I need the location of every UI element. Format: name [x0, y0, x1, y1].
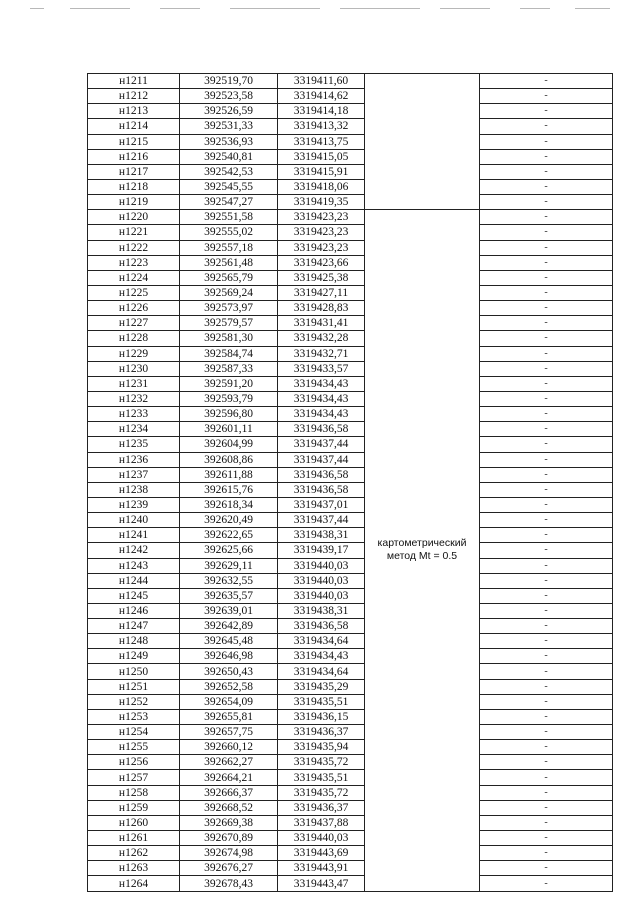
y-coordinate-cell: 3319440,03	[278, 558, 365, 573]
table-row	[88, 694, 613, 709]
dash-cell: -	[480, 785, 613, 800]
table-row	[88, 210, 613, 225]
table-row	[88, 725, 613, 740]
point-id-cell: н1263	[88, 861, 180, 876]
y-coordinate-cell: 3319434,64	[278, 664, 365, 679]
point-id-cell: н1236	[88, 452, 180, 467]
table-row	[88, 452, 613, 467]
x-coordinate-cell: 392642,89	[180, 619, 278, 634]
table-row	[88, 543, 613, 558]
table-row	[88, 361, 613, 376]
x-coordinate-cell: 392655,81	[180, 709, 278, 724]
point-id-cell: н1216	[88, 149, 180, 164]
x-coordinate-cell: 392639,01	[180, 603, 278, 618]
dash-cell: -	[480, 679, 613, 694]
scan-header-artifact	[30, 8, 610, 14]
point-id-cell: н1214	[88, 119, 180, 134]
y-coordinate-cell: 3319434,43	[278, 376, 365, 391]
point-id-cell: н1244	[88, 573, 180, 588]
y-coordinate-cell: 3319437,88	[278, 815, 365, 830]
table-row	[88, 437, 613, 452]
table-row	[88, 89, 613, 104]
x-coordinate-cell: 392657,75	[180, 725, 278, 740]
y-coordinate-cell: 3319440,03	[278, 573, 365, 588]
x-coordinate-cell: 392664,21	[180, 770, 278, 785]
x-coordinate-cell: 392593,79	[180, 391, 278, 406]
y-coordinate-cell: 3319436,15	[278, 709, 365, 724]
y-coordinate-cell: 3319414,18	[278, 104, 365, 119]
dash-cell: -	[480, 573, 613, 588]
point-id-cell: н1252	[88, 694, 180, 709]
table-row	[88, 195, 613, 210]
point-id-cell: н1253	[88, 709, 180, 724]
y-coordinate-cell: 3319443,47	[278, 876, 365, 891]
x-coordinate-cell: 392604,99	[180, 437, 278, 452]
table-row	[88, 467, 613, 482]
table-row	[88, 119, 613, 134]
point-id-cell: н1255	[88, 740, 180, 755]
y-coordinate-cell: 3319437,44	[278, 437, 365, 452]
x-coordinate-cell: 392531,33	[180, 119, 278, 134]
y-coordinate-cell: 3319436,58	[278, 619, 365, 634]
table-row	[88, 482, 613, 497]
x-coordinate-cell: 392678,43	[180, 876, 278, 891]
dash-cell: -	[480, 846, 613, 861]
dash-cell: -	[480, 89, 613, 104]
dash-cell: -	[480, 225, 613, 240]
dash-cell: -	[480, 513, 613, 528]
y-coordinate-cell: 3319423,23	[278, 225, 365, 240]
point-id-cell: н1246	[88, 603, 180, 618]
table-row	[88, 164, 613, 179]
dash-cell: -	[480, 528, 613, 543]
point-id-cell: н1230	[88, 361, 180, 376]
method-cell-empty	[365, 74, 480, 210]
x-coordinate-cell: 392579,57	[180, 316, 278, 331]
y-coordinate-cell: 3319431,41	[278, 316, 365, 331]
x-coordinate-cell: 392601,11	[180, 422, 278, 437]
point-id-cell: н1248	[88, 634, 180, 649]
table-row	[88, 800, 613, 815]
table-row	[88, 134, 613, 149]
table-row	[88, 831, 613, 846]
point-id-cell: н1217	[88, 164, 180, 179]
point-id-cell: н1231	[88, 376, 180, 391]
coordinates-table	[87, 73, 613, 892]
table-row	[88, 240, 613, 255]
y-coordinate-cell: 3319423,66	[278, 255, 365, 270]
x-coordinate-cell: 392615,76	[180, 482, 278, 497]
point-id-cell: н1229	[88, 346, 180, 361]
x-coordinate-cell: 392611,88	[180, 467, 278, 482]
x-coordinate-cell: 392536,93	[180, 134, 278, 149]
y-coordinate-cell: 3319434,64	[278, 634, 365, 649]
y-coordinate-cell: 3319419,35	[278, 195, 365, 210]
x-coordinate-cell: 392668,52	[180, 800, 278, 815]
x-coordinate-cell: 392676,27	[180, 861, 278, 876]
table-row	[88, 603, 613, 618]
y-coordinate-cell: 3319438,31	[278, 603, 365, 618]
x-coordinate-cell: 392654,09	[180, 694, 278, 709]
table-row	[88, 664, 613, 679]
x-coordinate-cell: 392523,58	[180, 89, 278, 104]
x-coordinate-cell: 392587,33	[180, 361, 278, 376]
point-id-cell: н1233	[88, 407, 180, 422]
dash-cell: -	[480, 316, 613, 331]
y-coordinate-cell: 3319432,71	[278, 346, 365, 361]
y-coordinate-cell: 3319427,11	[278, 285, 365, 300]
table-row	[88, 815, 613, 830]
y-coordinate-cell: 3319438,31	[278, 528, 365, 543]
point-id-cell: н1235	[88, 437, 180, 452]
y-coordinate-cell: 3319423,23	[278, 240, 365, 255]
x-coordinate-cell: 392540,81	[180, 149, 278, 164]
y-coordinate-cell: 3319415,91	[278, 164, 365, 179]
dash-cell: -	[480, 437, 613, 452]
dash-cell: -	[480, 331, 613, 346]
table-row	[88, 785, 613, 800]
dash-cell: -	[480, 558, 613, 573]
dash-cell: -	[480, 179, 613, 194]
dash-cell: -	[480, 104, 613, 119]
dash-cell: -	[480, 482, 613, 497]
dash-cell: -	[480, 740, 613, 755]
point-id-cell: н1219	[88, 195, 180, 210]
table-row	[88, 634, 613, 649]
x-coordinate-cell: 392581,30	[180, 331, 278, 346]
x-coordinate-cell: 392635,57	[180, 588, 278, 603]
point-id-cell: н1225	[88, 285, 180, 300]
x-coordinate-cell: 392561,48	[180, 255, 278, 270]
dash-cell: -	[480, 346, 613, 361]
dash-cell: -	[480, 876, 613, 891]
point-id-cell: н1220	[88, 210, 180, 225]
y-coordinate-cell: 3319435,51	[278, 770, 365, 785]
table-row	[88, 558, 613, 573]
dash-cell: -	[480, 497, 613, 512]
point-id-cell: н1237	[88, 467, 180, 482]
dash-cell: -	[480, 588, 613, 603]
x-coordinate-cell: 392547,27	[180, 195, 278, 210]
dash-cell: -	[480, 649, 613, 664]
dash-cell: -	[480, 285, 613, 300]
dash-cell: -	[480, 270, 613, 285]
table-row	[88, 740, 613, 755]
point-id-cell: н1261	[88, 831, 180, 846]
dash-cell: -	[480, 634, 613, 649]
dash-cell: -	[480, 149, 613, 164]
x-coordinate-cell: 392660,12	[180, 740, 278, 755]
point-id-cell: н1254	[88, 725, 180, 740]
table-row	[88, 649, 613, 664]
x-coordinate-cell: 392569,24	[180, 285, 278, 300]
table-row	[88, 846, 613, 861]
table-row	[88, 679, 613, 694]
dash-cell: -	[480, 255, 613, 270]
dash-cell: -	[480, 861, 613, 876]
x-coordinate-cell: 392650,43	[180, 664, 278, 679]
x-coordinate-cell: 392596,80	[180, 407, 278, 422]
y-coordinate-cell: 3319436,37	[278, 725, 365, 740]
y-coordinate-cell: 3319437,44	[278, 452, 365, 467]
dash-cell: -	[480, 134, 613, 149]
y-coordinate-cell: 3319435,51	[278, 694, 365, 709]
point-id-cell: н1227	[88, 316, 180, 331]
x-coordinate-cell: 392591,20	[180, 376, 278, 391]
dash-cell: -	[480, 195, 613, 210]
x-coordinate-cell: 392622,65	[180, 528, 278, 543]
table-row	[88, 528, 613, 543]
x-coordinate-cell: 392542,53	[180, 164, 278, 179]
table-row	[88, 285, 613, 300]
point-id-cell: н1259	[88, 800, 180, 815]
table-row	[88, 74, 613, 89]
table-row	[88, 255, 613, 270]
point-id-cell: н1256	[88, 755, 180, 770]
x-coordinate-cell: 392565,79	[180, 270, 278, 285]
point-id-cell: н1224	[88, 270, 180, 285]
dash-cell: -	[480, 709, 613, 724]
y-coordinate-cell: 3319433,57	[278, 361, 365, 376]
dash-cell: -	[480, 452, 613, 467]
point-id-cell: н1264	[88, 876, 180, 891]
method-cell: картометрический метод Mt = 0.5	[365, 210, 480, 891]
dash-cell: -	[480, 664, 613, 679]
dash-cell: -	[480, 694, 613, 709]
y-coordinate-cell: 3319411,60	[278, 74, 365, 89]
table-row	[88, 316, 613, 331]
x-coordinate-cell: 392573,97	[180, 301, 278, 316]
point-id-cell: н1247	[88, 619, 180, 634]
point-id-cell: н1215	[88, 134, 180, 149]
x-coordinate-cell: 392625,66	[180, 543, 278, 558]
table-row	[88, 573, 613, 588]
point-id-cell: н1245	[88, 588, 180, 603]
dash-cell: -	[480, 164, 613, 179]
x-coordinate-cell: 392669,38	[180, 815, 278, 830]
x-coordinate-cell: 392670,89	[180, 831, 278, 846]
point-id-cell: н1249	[88, 649, 180, 664]
point-id-cell: н1260	[88, 815, 180, 830]
dash-cell: -	[480, 725, 613, 740]
point-id-cell: н1226	[88, 301, 180, 316]
y-coordinate-cell: 3319423,23	[278, 210, 365, 225]
y-coordinate-cell: 3319435,72	[278, 785, 365, 800]
dash-cell: -	[480, 391, 613, 406]
y-coordinate-cell: 3319428,83	[278, 301, 365, 316]
y-coordinate-cell: 3319413,75	[278, 134, 365, 149]
x-coordinate-cell: 392608,86	[180, 452, 278, 467]
y-coordinate-cell: 3319435,29	[278, 679, 365, 694]
table-row	[88, 497, 613, 512]
x-coordinate-cell: 392645,48	[180, 634, 278, 649]
point-id-cell: н1238	[88, 482, 180, 497]
y-coordinate-cell: 3319418,06	[278, 179, 365, 194]
dash-cell: -	[480, 407, 613, 422]
x-coordinate-cell: 392620,49	[180, 513, 278, 528]
point-id-cell: н1211	[88, 74, 180, 89]
point-id-cell: н1242	[88, 543, 180, 558]
dash-cell: -	[480, 467, 613, 482]
y-coordinate-cell: 3319436,37	[278, 800, 365, 815]
dash-cell: -	[480, 831, 613, 846]
y-coordinate-cell: 3319435,72	[278, 755, 365, 770]
x-coordinate-cell: 392662,27	[180, 755, 278, 770]
y-coordinate-cell: 3319436,58	[278, 467, 365, 482]
table-row	[88, 861, 613, 876]
x-coordinate-cell: 392555,02	[180, 225, 278, 240]
y-coordinate-cell: 3319432,28	[278, 331, 365, 346]
table-row	[88, 225, 613, 240]
table-row	[88, 301, 613, 316]
point-id-cell: н1251	[88, 679, 180, 694]
dash-cell: -	[480, 119, 613, 134]
dash-cell: -	[480, 301, 613, 316]
y-coordinate-cell: 3319437,44	[278, 513, 365, 528]
table-row	[88, 270, 613, 285]
y-coordinate-cell: 3319414,62	[278, 89, 365, 104]
x-coordinate-cell: 392584,74	[180, 346, 278, 361]
dash-cell: -	[480, 770, 613, 785]
table-row	[88, 331, 613, 346]
x-coordinate-cell: 392618,34	[180, 497, 278, 512]
dash-cell: -	[480, 210, 613, 225]
table-row	[88, 619, 613, 634]
table-row	[88, 391, 613, 406]
y-coordinate-cell: 3319434,43	[278, 391, 365, 406]
dash-cell: -	[480, 800, 613, 815]
y-coordinate-cell: 3319436,58	[278, 482, 365, 497]
table-row	[88, 149, 613, 164]
table-row	[88, 104, 613, 119]
x-coordinate-cell: 392652,58	[180, 679, 278, 694]
point-id-cell: н1243	[88, 558, 180, 573]
dash-cell: -	[480, 376, 613, 391]
point-id-cell: н1257	[88, 770, 180, 785]
point-id-cell: н1228	[88, 331, 180, 346]
y-coordinate-cell: 3319425,38	[278, 270, 365, 285]
y-coordinate-cell: 3319415,05	[278, 149, 365, 164]
y-coordinate-cell: 3319434,43	[278, 649, 365, 664]
point-id-cell: н1241	[88, 528, 180, 543]
y-coordinate-cell: 3319440,03	[278, 588, 365, 603]
table-row	[88, 876, 613, 891]
table-row	[88, 513, 613, 528]
table-row	[88, 770, 613, 785]
x-coordinate-cell: 392557,18	[180, 240, 278, 255]
point-id-cell: н1250	[88, 664, 180, 679]
point-id-cell: н1218	[88, 179, 180, 194]
x-coordinate-cell: 392632,55	[180, 573, 278, 588]
dash-cell: -	[480, 422, 613, 437]
table-row	[88, 346, 613, 361]
y-coordinate-cell: 3319435,94	[278, 740, 365, 755]
table-row	[88, 179, 613, 194]
y-coordinate-cell: 3319443,91	[278, 861, 365, 876]
point-id-cell: н1223	[88, 255, 180, 270]
point-id-cell: н1221	[88, 225, 180, 240]
point-id-cell: н1222	[88, 240, 180, 255]
x-coordinate-cell: 392519,70	[180, 74, 278, 89]
table-row	[88, 588, 613, 603]
coordinates-table-body	[88, 74, 613, 892]
dash-cell: -	[480, 619, 613, 634]
y-coordinate-cell: 3319413,32	[278, 119, 365, 134]
y-coordinate-cell: 3319440,03	[278, 831, 365, 846]
dash-cell: -	[480, 815, 613, 830]
x-coordinate-cell: 392526,59	[180, 104, 278, 119]
x-coordinate-cell: 392646,98	[180, 649, 278, 664]
point-id-cell: н1240	[88, 513, 180, 528]
table-row	[88, 376, 613, 391]
dash-cell: -	[480, 543, 613, 558]
dash-cell: -	[480, 240, 613, 255]
x-coordinate-cell: 392629,11	[180, 558, 278, 573]
table-row	[88, 709, 613, 724]
point-id-cell: н1239	[88, 497, 180, 512]
point-id-cell: н1262	[88, 846, 180, 861]
y-coordinate-cell: 3319443,69	[278, 846, 365, 861]
dash-cell: -	[480, 755, 613, 770]
x-coordinate-cell: 392545,55	[180, 179, 278, 194]
x-coordinate-cell: 392674,98	[180, 846, 278, 861]
point-id-cell: н1232	[88, 391, 180, 406]
x-coordinate-cell: 392666,37	[180, 785, 278, 800]
y-coordinate-cell: 3319439,17	[278, 543, 365, 558]
dash-cell: -	[480, 74, 613, 89]
y-coordinate-cell: 3319434,43	[278, 407, 365, 422]
point-id-cell: н1212	[88, 89, 180, 104]
table-row	[88, 407, 613, 422]
point-id-cell: н1258	[88, 785, 180, 800]
point-id-cell: н1234	[88, 422, 180, 437]
dash-cell: -	[480, 603, 613, 618]
x-coordinate-cell: 392551,58	[180, 210, 278, 225]
y-coordinate-cell: 3319437,01	[278, 497, 365, 512]
table-row	[88, 755, 613, 770]
y-coordinate-cell: 3319436,58	[278, 422, 365, 437]
table-row	[88, 422, 613, 437]
dash-cell: -	[480, 361, 613, 376]
point-id-cell: н1213	[88, 104, 180, 119]
